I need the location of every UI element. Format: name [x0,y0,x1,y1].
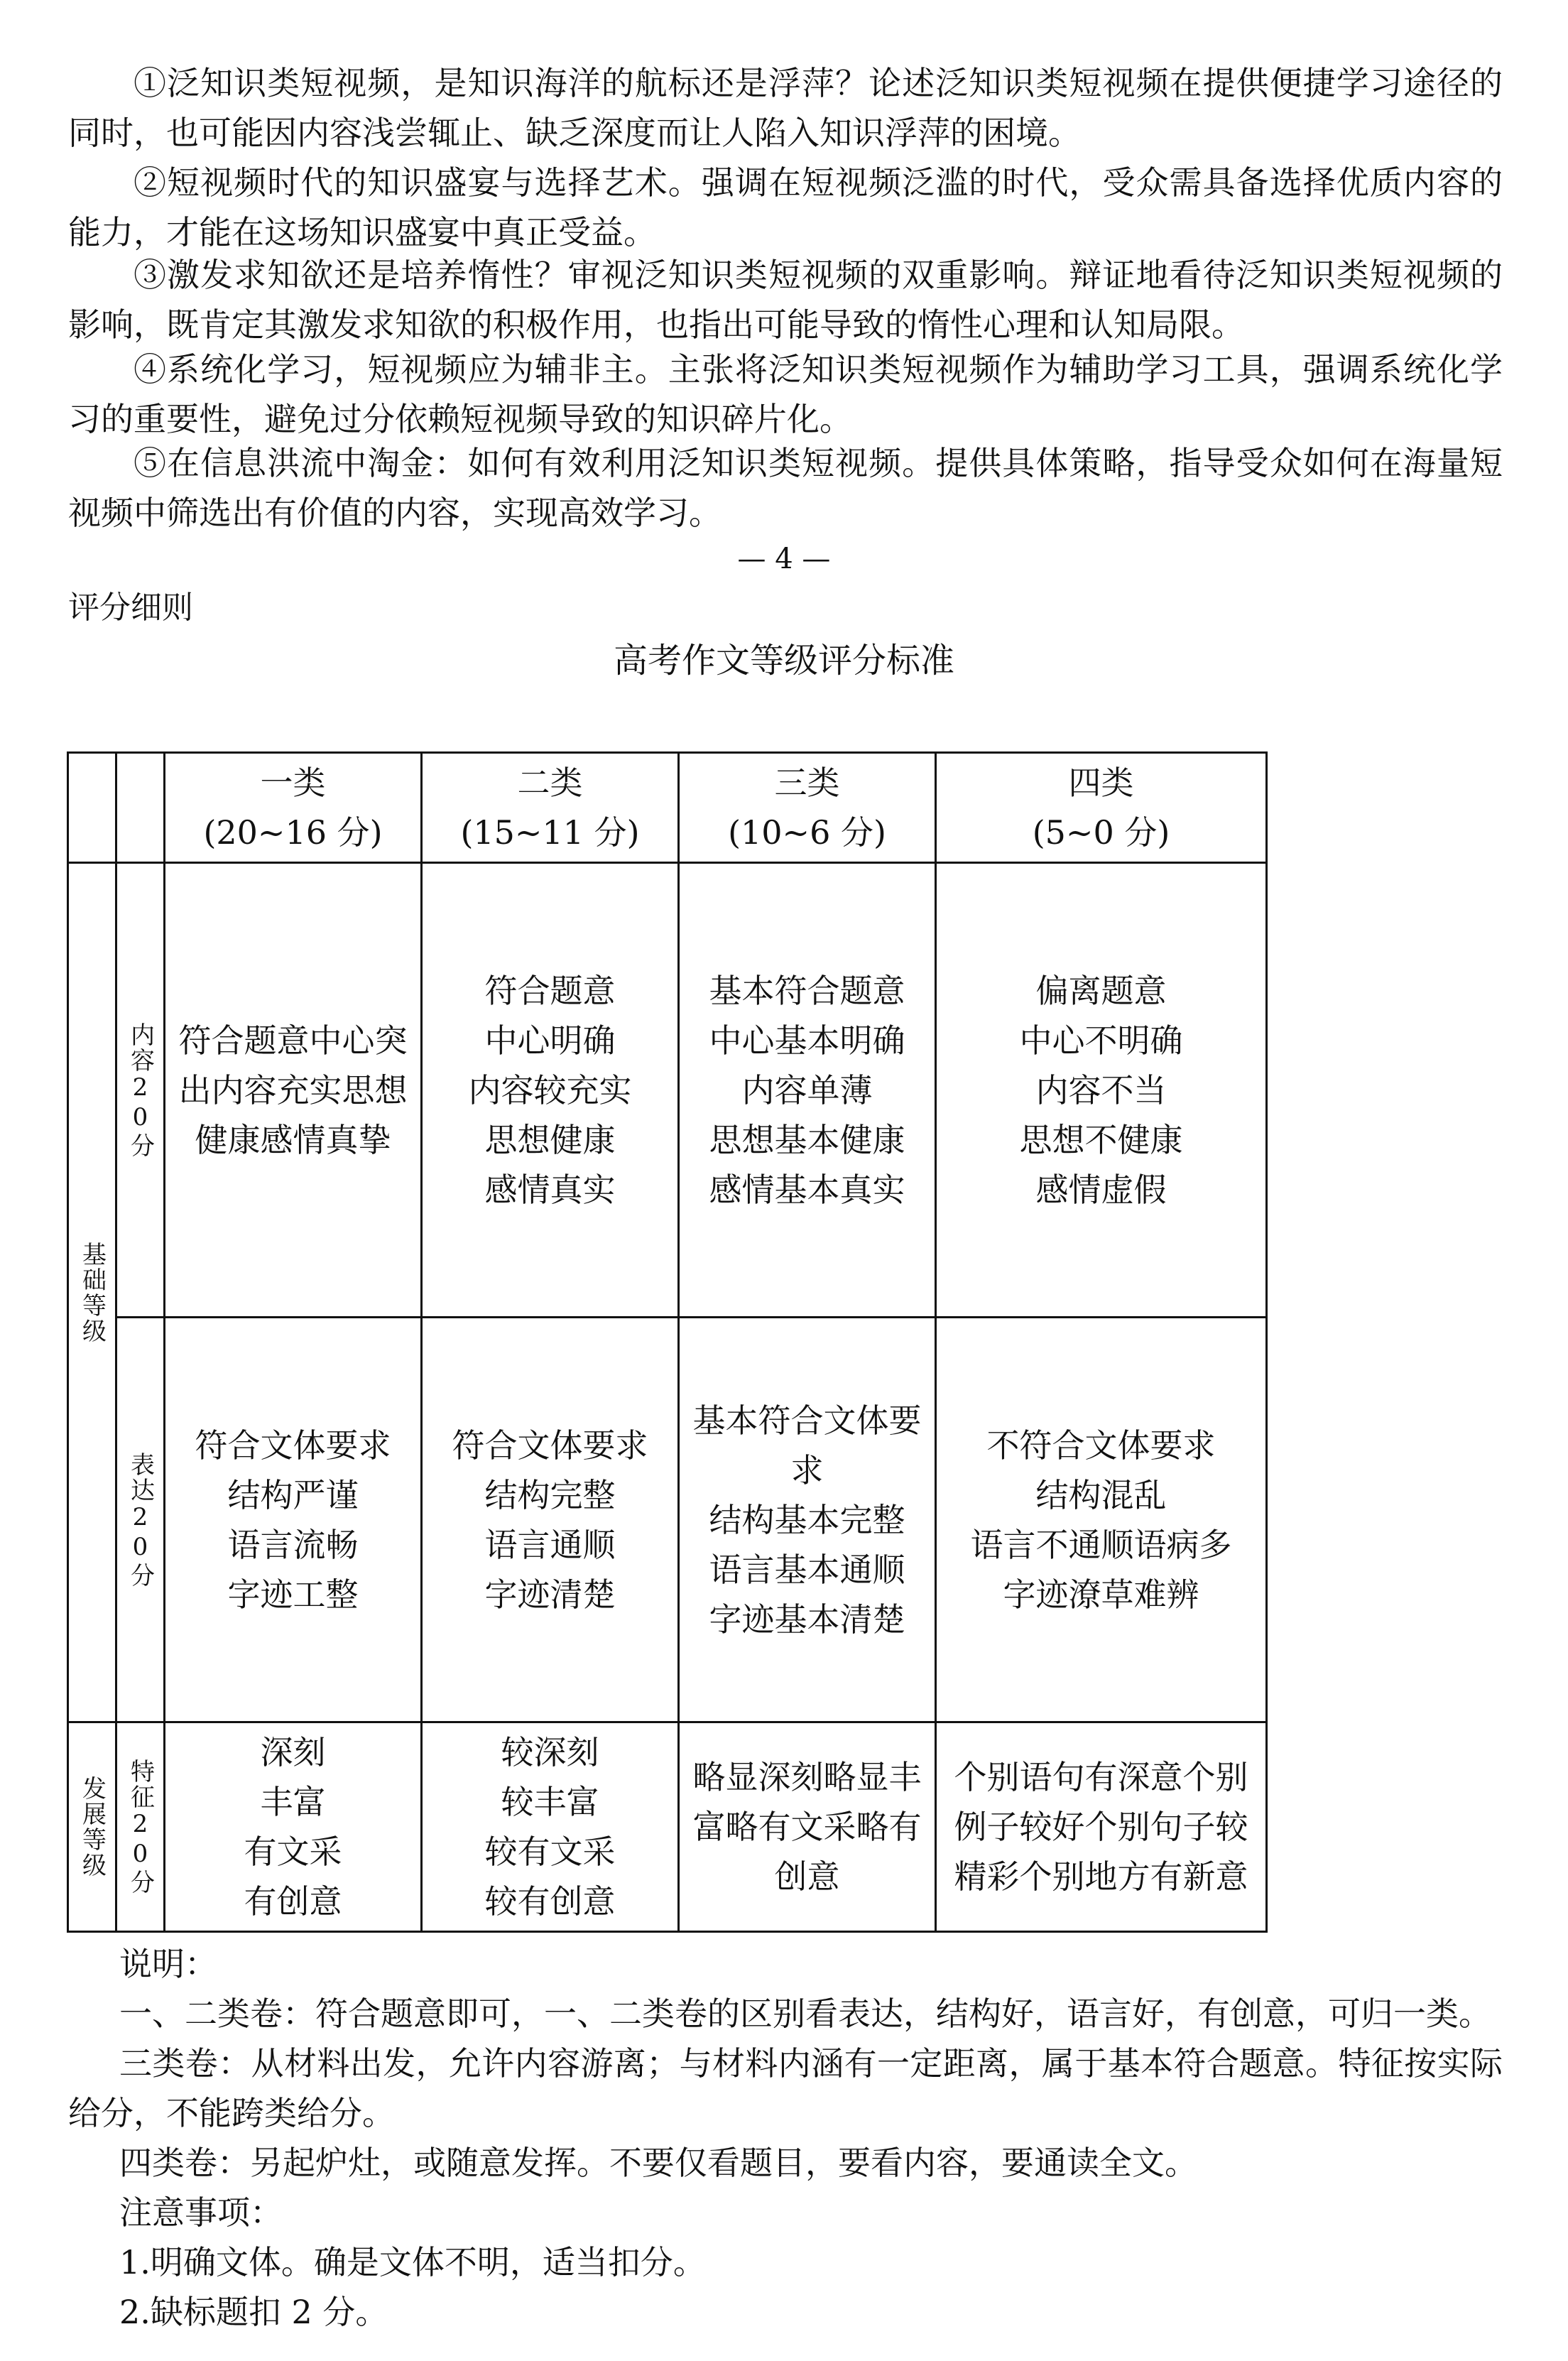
cell-line: 深刻 [260,1733,326,1771]
cell-line: 个别语句有深意个别例子较好个别句子较精彩个别地方有新意 [954,1758,1248,1896]
note-line: 三类卷：从材料出发，允许内容游离；与材料内涵有一定距离，属于基本符合题意。特征按实际给分，不能跨类给分。 [68,2044,1503,2132]
cell-line: 符合题意 [484,971,616,1010]
header-name: 一类 [260,764,326,802]
header-range: (15~11 分) [460,813,640,852]
corner-cell [68,753,116,863]
header-row [68,753,1267,863]
cell-line: 结构完整 [484,1475,616,1514]
cell-line: 语言基本通顺 [709,1550,905,1589]
header-name: 四类 [1068,764,1134,802]
table-cell [422,1318,679,1722]
cell-line: 有创意 [244,1882,342,1921]
cell-line: 较丰富 [501,1783,599,1821]
cell-line: 有文采 [244,1833,342,1871]
cell-line: 思想不健康 [1019,1120,1183,1159]
cell-line: 内容较充实 [468,1070,632,1109]
table-row [68,1722,1267,1932]
header-range: (10~6 分) [728,813,886,852]
grading-table [67,751,1268,1933]
cell-line: 较有创意 [484,1882,616,1921]
row-label: 内容20分 [116,863,165,1318]
cell-line: 感情基本真实 [709,1170,905,1209]
cell-line: 结构混乱 [1035,1475,1167,1514]
cell-line: 不符合文体要求 [986,1426,1216,1465]
group-basic: 基础等级 [68,863,116,1722]
note-line: 2.缺标题扣 2 分。 [119,2293,388,2331]
cell-line: 字迹工整 [227,1575,359,1614]
table-cell [936,1722,1267,1932]
cell-line: 较深刻 [501,1733,599,1771]
table-cell [679,863,936,1318]
corner-cell [116,753,165,863]
header-name: 二类 [517,764,583,802]
header-cell [936,753,1267,863]
cell-line: 结构基本完整 [709,1500,905,1539]
table-cell [422,863,679,1318]
row-label: 特征20分 [116,1722,165,1932]
cell-line: 偏离题意 [1035,971,1167,1010]
table-cell [422,1722,679,1932]
table-cell [679,1318,936,1722]
note-line: 一、二类卷：符合题意即可，一、二类卷的区别看表达，结构好，语言好，有创意，可归一类。 [119,1994,1491,2033]
header-cell [679,753,936,863]
paragraph-4: ④系统化学习，短视频应为辅非主。主张将泛知识类短视频作为辅助学习工具，强调系统化学习的重要性，避免过分依赖短视频导致的知识碎片化。 [68,350,1503,438]
cell-line: 丰富 [260,1783,326,1821]
table-cell [936,1318,1267,1722]
cell-line: 较有文采 [484,1833,616,1871]
note-line: 1.明确文体。确是文体不明，适当扣分。 [119,2243,706,2281]
cell-line: 字迹基本清楚 [709,1600,905,1639]
cell-line: 语言不通顺语病多 [970,1525,1232,1564]
note-line: 四类卷：另起炉灶，或随意发挥。不要仅看题目，要看内容，要通读全文。 [119,2144,1197,2182]
page-number: — 4 — [737,543,831,575]
paragraph-5: ⑤在信息洪流中淘金：如何有效利用泛知识类短视频。提供具体策略，指导受众如何在海量短视频中筛选出有价值的内容，实现高效学习。 [68,444,1503,532]
table-cell [679,1722,936,1932]
cell-line: 内容不当 [1035,1070,1167,1109]
cell-line: 中心不明确 [1019,1021,1183,1060]
paragraph-1: ①泛知识类短视频，是知识海洋的航标还是浮萍？论述泛知识类短视频在提供便捷学习途径的同时，也可能因内容浅尝辄止、缺乏深度而让人陷入知识浮萍的困境。 [68,64,1503,152]
cell-line: 基本符合文体要求 [692,1401,922,1489]
header-cell [422,753,679,863]
cell-line: 符合文体要求 [195,1426,391,1465]
section-label: 评分细则 [68,590,193,626]
header-name: 三类 [774,764,840,802]
cell-line: 符合题意中心突出内容充实思想健康感情真挚 [178,1021,408,1159]
cell-line: 基本符合题意 [709,971,905,1010]
cell-line: 中心明确 [484,1021,616,1060]
cell-line: 字迹潦草难辨 [1003,1575,1199,1614]
table-row [68,863,1267,1318]
notes-section [68,1939,1503,2337]
table-cell [165,1722,422,1932]
paragraph-2: ②短视频时代的知识盛宴与选择艺术。强调在短视频泛滥的时代，受众需具备选择优质内容的能力，才能在这场知识盛宴中真正受益。 [68,163,1503,251]
paragraph-3: ③激发求知欲还是培养惰性？审视泛知识类短视频的双重影响。辩证地看待泛知识类短视频的影响，既肯定其激发求知欲的积极作用，也指出可能导致的惰性心理和认知局限。 [68,256,1503,344]
table-title: 高考作文等级评分标准 [613,641,954,680]
table-cell [165,1318,422,1722]
header-cell [165,753,422,863]
cell-line: 结构严谨 [227,1475,359,1514]
note-line: 说明： [119,1945,217,1983]
cell-line: 感情真实 [484,1170,616,1209]
cell-line: 符合文体要求 [452,1426,648,1465]
cell-line: 语言流畅 [227,1525,359,1564]
cell-line: 中心基本明确 [709,1021,905,1060]
cell-line: 思想健康 [484,1120,616,1159]
table-cell [165,863,422,1318]
cell-line: 感情虚假 [1035,1170,1167,1209]
cell-line: 略显深刻略显丰富略有文采略有创意 [692,1758,922,1896]
table-cell [936,863,1267,1318]
cell-line: 思想基本健康 [709,1120,905,1159]
cell-line: 字迹清楚 [484,1575,616,1614]
cell-line: 内容单薄 [741,1070,873,1109]
group-dev: 发展等级 [68,1722,116,1932]
table-row [68,1318,1267,1722]
header-range: (20~16 分) [203,813,383,852]
cell-line: 语言通顺 [484,1525,616,1564]
note-line: 注意事项： [119,2193,283,2232]
header-range: (5~0 分) [1032,813,1170,852]
row-label: 表达20分 [116,1318,165,1722]
